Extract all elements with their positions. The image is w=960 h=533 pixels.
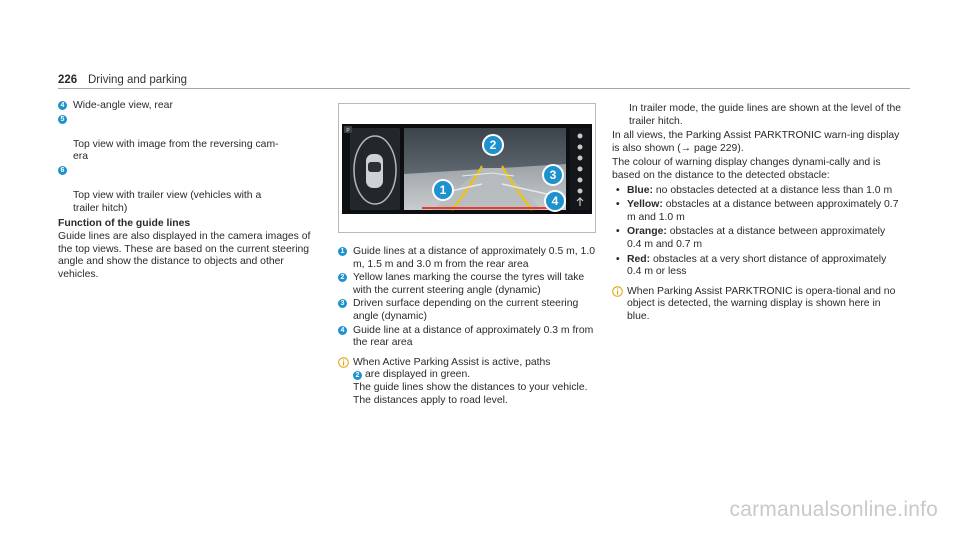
- list-item: [338, 272, 596, 297]
- list-item: [338, 298, 596, 323]
- camera-screen: [342, 124, 592, 214]
- bullet-label: Blue:: [627, 184, 653, 196]
- list-item: • Blue: no obstacles detected at a distance less than 1.0 m: [616, 184, 893, 196]
- callout-4: 4: [544, 190, 566, 212]
- info-text-3: The guide lines show the distances to your vehicle. The distances apply to road level.: [353, 381, 588, 406]
- callout-number: 4: [58, 101, 67, 110]
- list-item-text: Guide line at a distance of approximately 0.3 m from the rear area: [353, 324, 594, 349]
- list-item-text: Driven surface depending on the current steering angle (dynamic): [353, 298, 579, 322]
- list-item: [58, 165, 323, 215]
- info-text-1: When Active Parking Assist is active, paths: [353, 356, 551, 368]
- bullet-text: obstacles at a distance between approximately 0.7 m and 1.0 m: [627, 199, 899, 223]
- list-item-text: Top view with image from the reversing cam- era: [73, 138, 279, 163]
- body-paragraph: In all views, the Parking Assist PARKTRONIC warn-ing display is also shown (→ page 229).: [612, 130, 900, 154]
- callout-number: 3: [338, 299, 347, 308]
- column-left: [58, 100, 323, 281]
- list-item-text: Wide-angle view, rear: [73, 100, 173, 111]
- bullet-label: Red:: [627, 253, 651, 265]
- body-paragraph: The colour of warning display changes dynami-cally and is based on the distance to the detected obstacle:: [612, 157, 881, 181]
- bullet-label: Orange:: [627, 226, 667, 238]
- list-item: [338, 325, 596, 350]
- info-icon: [338, 357, 349, 368]
- section-heading: Function of the guide lines: [58, 218, 191, 230]
- callout-number: 4: [338, 326, 347, 335]
- list-item: • Red: obstacles at a very short distance of approximately 0.4 m or less: [616, 253, 887, 278]
- list-item-text: Yellow lanes marking the course the tyres will take with the current steering angle (dynamic): [353, 272, 585, 296]
- callout-number: 1: [338, 247, 347, 256]
- callout-1: 1: [432, 179, 454, 201]
- info-text: When Parking Assist PARKTRONIC is opera-tional and no object is detected, the warning display is shown here in blue.: [627, 285, 896, 322]
- callout-2: 2: [482, 134, 504, 156]
- list-item-text: Top view with trailer view (vehicles with a trailer hitch): [73, 190, 262, 214]
- list-item: [58, 114, 323, 164]
- bullet-text: no obstacles detected at a distance less than 1.0 m: [652, 184, 893, 196]
- svg-text:P: P: [346, 128, 350, 134]
- trailer-icon: [578, 167, 583, 172]
- list-item: • Orange: obstacles at a distance between approximately 0.4 m and 0.7 m: [616, 226, 886, 250]
- callout-number: 5: [58, 115, 67, 124]
- callout-number: 2: [338, 273, 347, 282]
- info-note: [612, 286, 902, 324]
- trailer-note: In trailer mode, the guide lines are shown at the level of the trailer hitch.: [629, 103, 902, 127]
- bullet-text: obstacles at a distance between approximately 0.4 m and 0.7 m: [627, 226, 886, 250]
- list-item-text: Guide lines at a distance of approximately 0.5 m, 1.0 m, 1.5 m and 3.0 m from the rear area: [353, 246, 596, 270]
- camera-icon: [578, 134, 583, 139]
- callout-number: 6: [58, 166, 67, 175]
- info-icon: [612, 286, 623, 297]
- callout-3: 3: [542, 164, 564, 186]
- callout-number: 2: [353, 371, 362, 380]
- bullet-label: Yellow:: [627, 199, 663, 211]
- settings-icon: [578, 189, 583, 194]
- column-right: [612, 103, 902, 324]
- list-item: [338, 246, 596, 271]
- list-item: [58, 100, 323, 113]
- rear-camera-icon: [578, 145, 583, 150]
- list-item: • Yellow: obstacles at a distance between approximately 0.7 m and 1.0 m: [616, 199, 899, 223]
- watermark: carmanualsonline.info: [729, 498, 938, 521]
- section-title: Driving and parking: [88, 74, 188, 86]
- info-text-2: are displayed in green.: [365, 369, 471, 381]
- page-number: 226: [58, 74, 78, 86]
- top-view-icon: [578, 156, 583, 161]
- camera-figure: [338, 103, 596, 233]
- body-paragraph: Guide lines are also displayed in the camera images of the top views. These are based on the current steering angle and show the distance to objects and other vehicles.: [58, 230, 311, 280]
- column-middle: [338, 246, 596, 407]
- car-icon: [578, 178, 583, 183]
- info-note: [338, 357, 596, 407]
- header-rule: [58, 88, 910, 89]
- bullet-text: obstacles at a very short distance of approximately 0.4 m or less: [627, 253, 887, 278]
